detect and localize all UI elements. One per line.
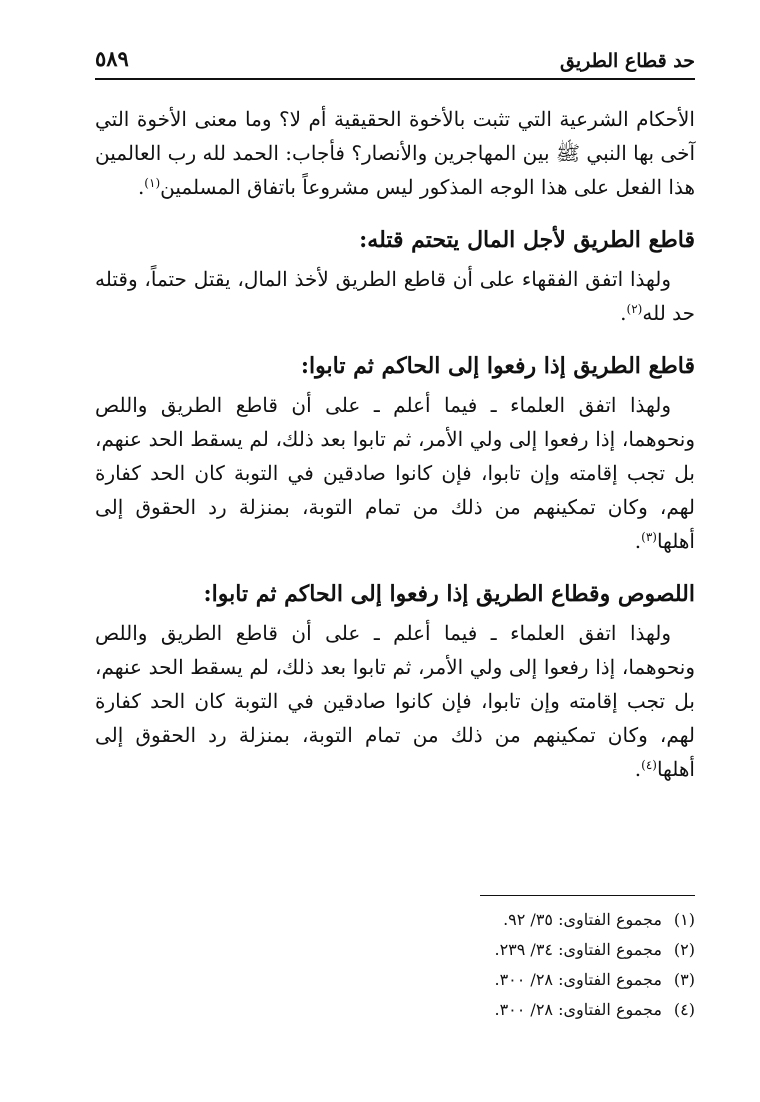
paragraph-text: ولهذا اتفق العلماء ـ فيما أعلم ـ على أن قاطع الطريق واللص ونحوهما، إذا رفعوا إلى ولي الأمر، ثم تابوا بعد ذلك، لم يسقط الحد عنهم، بل تجب إقامته وإن تابوا، فإن كانوا صادقين في التوبة كان الحد كفارة لهم، وكان تمكينهم من ذلك من تمام التوبة، بمنزلة رد الحقوق إلى أهلها	[95, 621, 695, 781]
footnote-divider	[480, 895, 695, 896]
page-number: ٥٨٩	[95, 46, 129, 71]
section-heading: قاطع الطريق لأجل المال يتحتم قتله:	[359, 227, 695, 253]
footnote-item	[95, 965, 695, 995]
paragraph-end: .	[137, 175, 145, 199]
footnote-text: مجموع الفتاوى: ٣٥/ ٩٢.	[503, 910, 662, 929]
footnote-number: (٢)	[673, 940, 695, 959]
footnote-ref: (٢)	[626, 302, 643, 316]
paragraph-line: بها النبي ﷺ بين المهاجرين والأنصار؟ فأجاب: الحمد لله رب العالمين هذا	[95, 141, 695, 199]
paragraph-continuation	[95, 102, 695, 204]
paragraph-text: ولهذا اتفق الفقهاء على أن قاطع الطريق لأخذ المال، يقتل حتماً، وقتله حد لله	[95, 267, 695, 325]
footnote-item	[95, 905, 695, 935]
footnote-text: مجموع الفتاوى: ٢٨/ ٣٠٠.	[494, 970, 662, 989]
running-header	[95, 42, 695, 80]
paragraph-line: الأحكام الشرعية التي تثبت بالأخوة الحقيقية أم لا؟ وما معنى الأخوة التي آخى	[95, 107, 696, 165]
paragraph-text: ولهذا اتفق العلماء ـ فيما أعلم ـ على أن قاطع الطريق واللص ونحوهما، إذا رفعوا إلى ولي الأمر، ثم تابوا بعد ذلك، لم يسقط الحد عنهم، بل تجب إقامته وإن تابوا، فإن كانوا صادقين في التوبة كان الحد كفارة لهم، وكان تمكينهم من ذلك من تمام التوبة، بمنزلة رد الحقوق إلى أهلها	[95, 393, 695, 553]
footnote-number: (٣)	[673, 970, 695, 989]
paragraph	[95, 388, 695, 558]
book-page	[95, 0, 695, 1102]
section-heading: اللصوص وقطاع الطريق إذا رفعوا إلى الحاكم ثم تابوا:	[203, 581, 695, 607]
paragraph-end: .	[634, 529, 642, 553]
paragraph-line: الفعل على هذا الوجه المذكور ليس مشروعاً باتفاق المسلمين	[160, 175, 663, 199]
footnote-ref: (١)	[144, 176, 161, 190]
paragraph-end: .	[620, 301, 627, 325]
paragraph-end: .	[634, 757, 642, 781]
footnote-text: مجموع الفتاوى: ٣٤/ ٢٣٩.	[494, 940, 662, 959]
paragraph	[95, 262, 695, 330]
footnote-number: (١)	[673, 910, 695, 929]
footnotes-list	[95, 905, 695, 1025]
footnote-ref: (٤)	[641, 758, 657, 772]
paragraph	[95, 616, 695, 786]
footnote-text: مجموع الفتاوى: ٢٨/ ٣٠٠.	[494, 1000, 662, 1019]
footnote-number: (٤)	[673, 1000, 695, 1019]
main-text	[95, 102, 695, 786]
footnote-item	[95, 935, 695, 965]
footnote-item	[95, 995, 695, 1025]
running-title: حد قطاع الطريق	[559, 50, 695, 72]
footnote-ref: (٣)	[641, 530, 657, 544]
section-heading: قاطع الطريق إذا رفعوا إلى الحاكم ثم تابوا:	[300, 353, 695, 379]
